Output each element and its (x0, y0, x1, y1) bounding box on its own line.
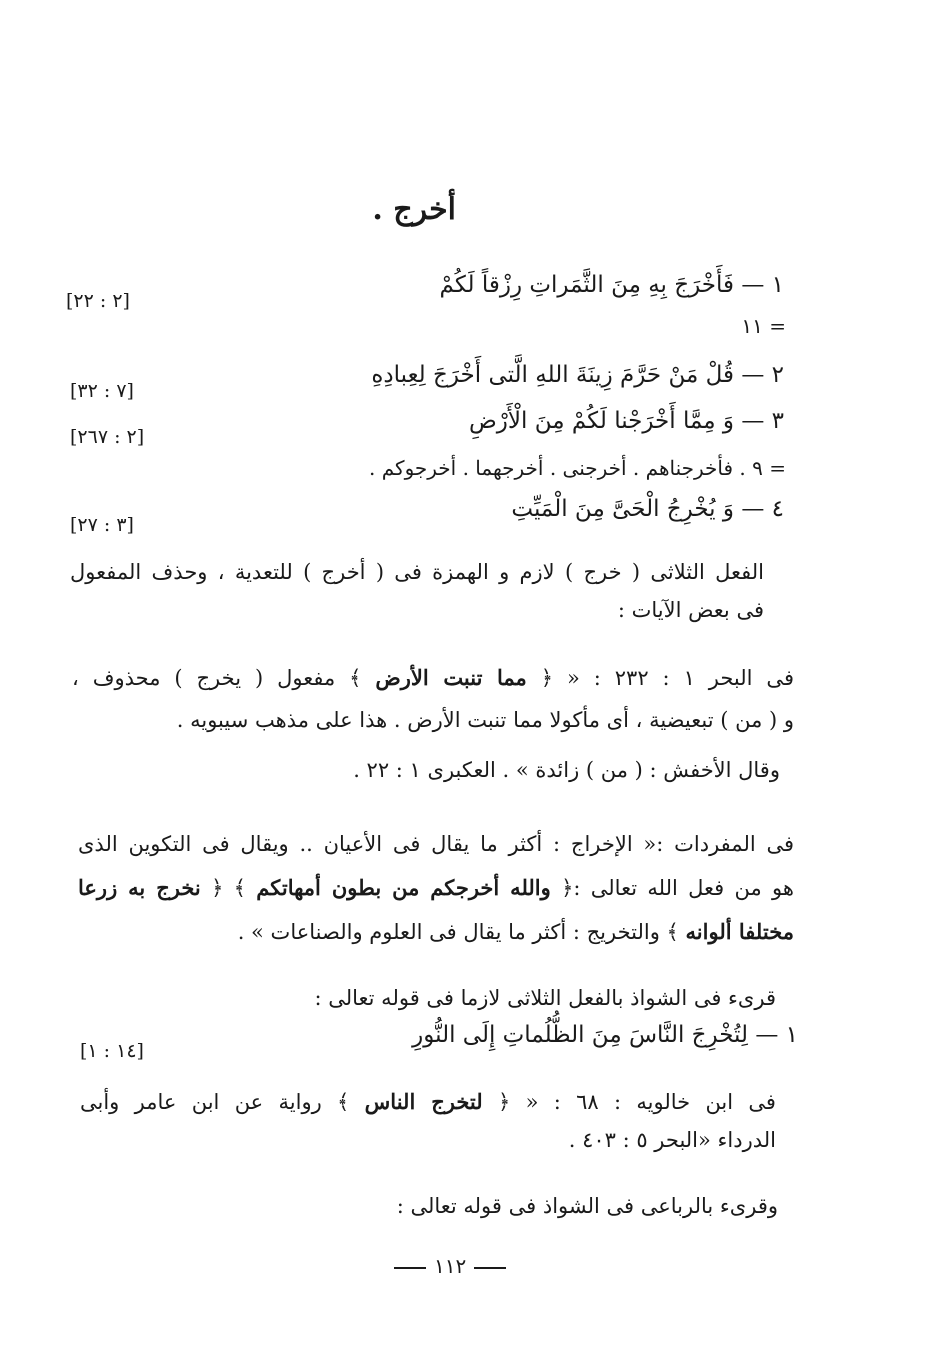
paragraph-line: و ( من ) تبعيضية ، أى مأكولا مما تنبت الأرض . هذا على مذهب سيبويه . (176, 708, 794, 732)
paragraph-line: فى المفردات :« الإخراج : أكثر ما يقال فى الأعيان .. ويقال فى التكوين الذى (78, 832, 794, 856)
footer-rule-left (394, 1267, 426, 1269)
quote-text: ﴾ مفعول ( يخرج ) محذوف ، (72, 666, 362, 690)
paragraph-line: فى بعض الآيات : (617, 598, 764, 622)
paragraph-line: الفعل الثلاثى ( خرج ) لازم و الهمزة فى ( أخرج ) للتعدية ، وحذف المفعول (70, 560, 764, 584)
paragraph-line: وقال الأخفش : ( من ) زائدة » . العكبرى ١ : ٢٢ . (353, 758, 780, 782)
verse-1-reference: [٢ : ٢٢] (66, 290, 130, 312)
footer-rule-right (474, 1267, 506, 1269)
paragraph-line (78, 866, 794, 910)
quranic-phrase: نخرج به زرعا (78, 875, 201, 900)
verse-4: ٤ — وَ يُخْرِجُ الْحَىَّ مِنَ الْمَيِّتِ (511, 496, 784, 522)
page-number-text: ١١٢ (434, 1254, 467, 1278)
paragraph-verb-note (70, 550, 764, 632)
quranic-phrase: مما تنبت الأرض (375, 665, 527, 690)
shawadh-verse: ١ — لِتُخْرِجَ النَّاسَ مِنَ الظُّلُماتِ إِلَى النُّورِ (412, 1022, 798, 1048)
paragraph-line: الدرداء «البحر ٥ : ٤٠٣ . (568, 1128, 776, 1152)
verse-2-reference: [٧ : ٣٢] (70, 380, 134, 402)
paragraph-ibn-khalawayh (80, 1080, 776, 1162)
derived-forms-note: = ٩ . فأخرجناهم . أخرجنى . أخرجهما . أخرجوكم . (369, 456, 786, 480)
shawadh-verse-reference: [١٤ : ١] (80, 1040, 144, 1062)
quote-text: فى البحر ١ : ٢٣٢ : « ﴿ (540, 666, 794, 690)
quote-text: ﴾ رواية عن ابن عامر وأبى (80, 1090, 350, 1114)
verse-4-reference: [٣ : ٢٧] (70, 514, 134, 536)
quote-text: فى ابن خالويه : ٦٨ : « ﴿ (497, 1090, 776, 1114)
quranic-phrase: والله أخرجكم من بطون أمهاتكم (256, 875, 551, 900)
verse-3-reference: [٢ : ٢٦٧] (70, 426, 145, 448)
quranic-phrase: لتخرج الناس (364, 1089, 483, 1114)
verse-3: ٣ — وَ مِمَّا أَخْرَجْنا لَكُمْ مِنَ الْأَرْضِ (469, 408, 784, 434)
verse-2: ٢ — قُلْ مَنْ حَرَّمَ زِينَةَ اللهِ الَّتى أَخْرَجَ لِعِبادِهِ (371, 362, 784, 388)
quote-text: هو من فعل الله تعالى :﴿ (561, 876, 794, 900)
quote-text: ﴾ ﴿ (211, 876, 246, 900)
paragraph-mufradat-quote (78, 822, 794, 954)
quote-text: ﴾ والتخريج : أكثر ما يقال فى العلوم والصناعات » . (237, 920, 679, 944)
entry-title: أخرج . (372, 192, 456, 227)
quranic-phrase: مختلفا ألوانه (685, 919, 794, 944)
verse-1: ١ — فَأَخْرَجَ بِهِ مِنَ الثَّمَراتِ رِزْقاً لَكُمْ (439, 272, 784, 298)
paragraph-line (78, 910, 794, 954)
ruba-i-intro: وقرىء بالرباعى فى الشواذ فى قوله تعالى : (396, 1194, 778, 1218)
paragraph-line (72, 656, 794, 700)
shawadh-intro: قرىء فى الشواذ بالفعل الثلاثى لازما فى قوله تعالى : (314, 986, 776, 1010)
page-number (386, 1254, 514, 1278)
paragraph-bahr-quote (72, 656, 794, 792)
verse-count-note: = ١١ (741, 314, 786, 338)
